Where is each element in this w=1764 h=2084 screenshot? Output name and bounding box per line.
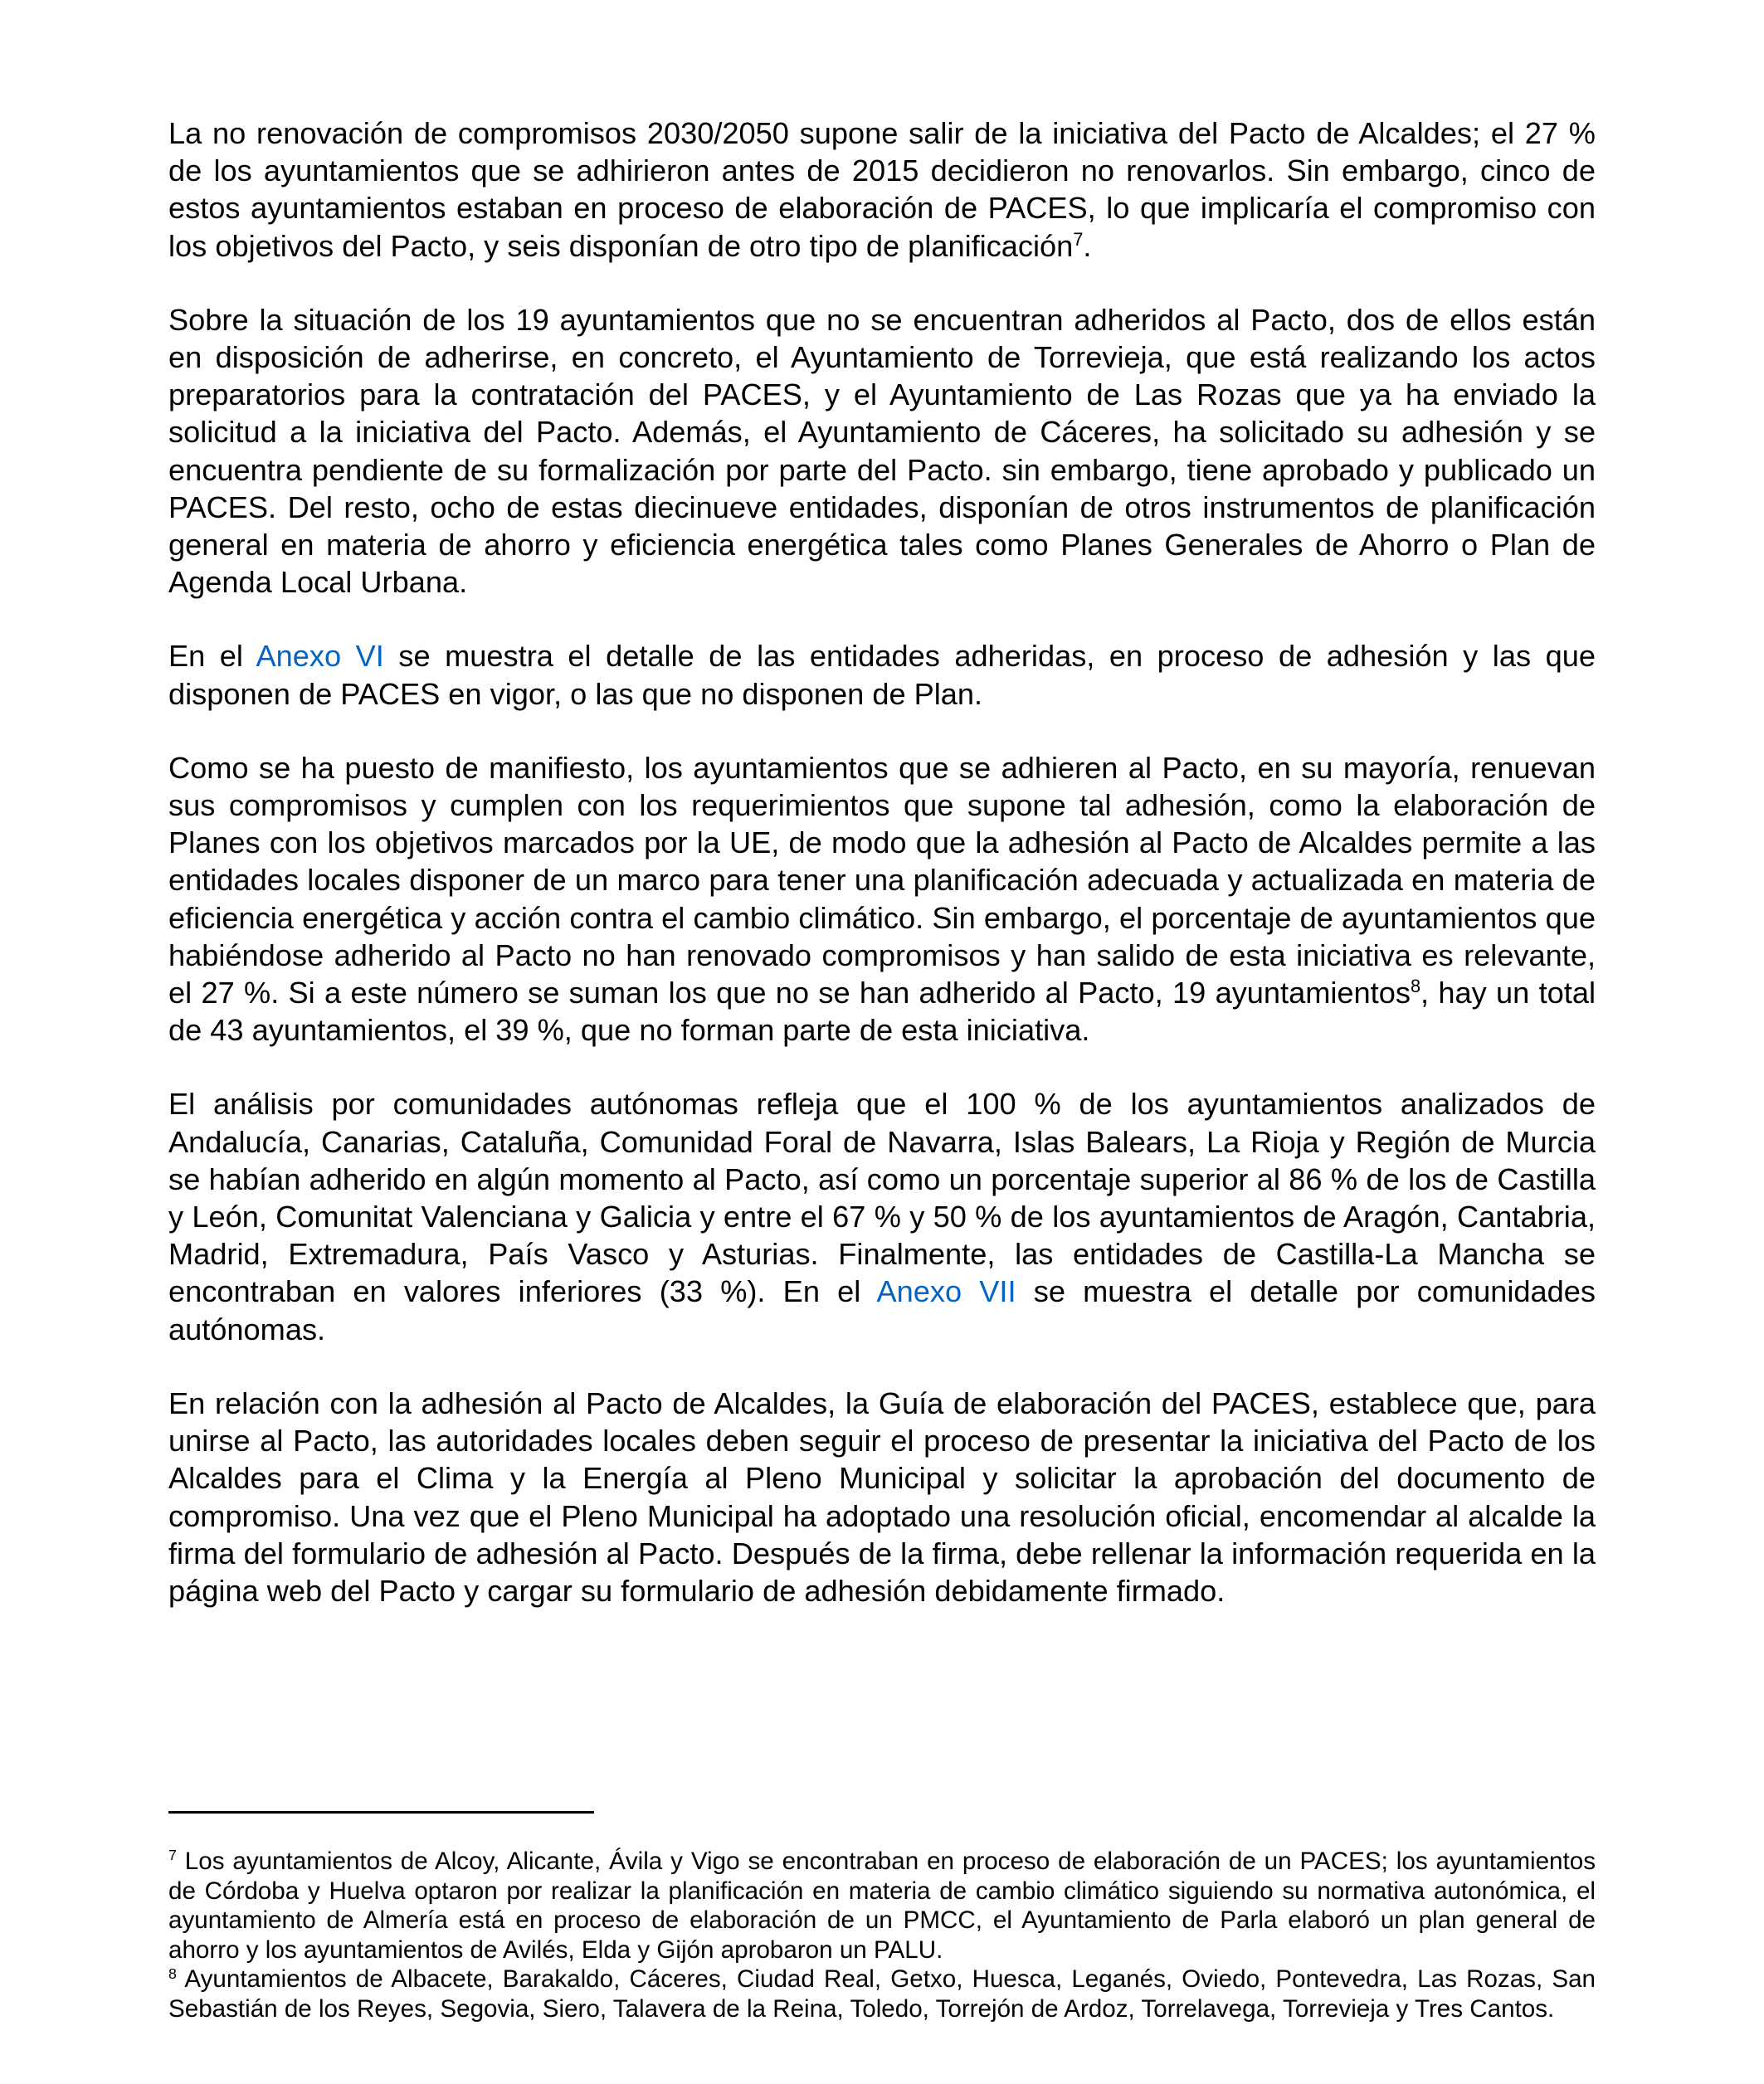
footnote-ref-8[interactable]: 8 bbox=[1410, 976, 1421, 996]
footnote-separator bbox=[168, 1811, 594, 1814]
footnote-text: Ayuntamientos de Albacete, Barakaldo, Cáceres, Ciudad Real, Getxo, Huesca, Leganés, Oviedo, Pontevedra, Las Rozas, San Sebastián de los Reyes, Segovia, Siero, Talavera de la Reina, Toledo, Torrejón de Ardoz, Torrelavega, Torrevieja y Tres Cantos. bbox=[168, 1965, 1596, 2023]
paragraph-text: La no renovación de compromisos 2030/2050 supone salir de la iniciativa del Pacto de Alcaldes; el 27 % de los ayuntamientos que se adhirieron antes de 2015 decidieron no renovarlos. Sin embargo, cinco de estos ayuntamientos estaban en proceso de elaboración de PACES, lo que implicaría el compromiso con los objetivos del Pacto, y seis disponían de otro tipo de planificación bbox=[168, 116, 1596, 263]
paragraph-text-end: se muestra el detalle por comunidades autónomas. bbox=[168, 1274, 1596, 1346]
footnote-8 bbox=[168, 1965, 1596, 2023]
paragraph-comunidades-autonomas bbox=[168, 1085, 1596, 1347]
footnote-number: 8 bbox=[168, 1965, 177, 1982]
footnote-number: 7 bbox=[168, 1847, 177, 1864]
paragraph-manifiesto bbox=[168, 749, 1596, 1049]
paragraph-text-end: . bbox=[1083, 228, 1092, 263]
footnote-ref-7[interactable]: 7 bbox=[1073, 228, 1084, 250]
paragraph-text: En relación con la adhesión al Pacto de Alcaldes, la Guía de elaboración del PACES, establece que, para unirse al Pacto, las autoridades locales deben seguir el proceso de presentar la iniciativa del Pacto de los Alcaldes para el Clima y la Energía al Pleno Municipal y solicitar la aprobación del documento de compromiso. Una vez que el Pleno Municipal ha adoptado una resolución oficial, encomendar al alcalde la firma del formulario de adhesión al Pacto. Después de la firma, debe rellenar la información requerida en la página web del Pacto y cargar su formulario de adhesión debidamente firmado. bbox=[168, 1385, 1596, 1608]
paragraph-text: Sobre la situación de los 19 ayuntamientos que no se encuentran adheridos al Pacto, dos de ellos están en disposición de adherirse, en concreto, el Ayuntamiento de Torrevieja, que está realizando los actos preparatorios para la contratación del PACES, y el Ayuntamiento de Las Rozas que ya ha enviado la solicitud a la iniciativa del Pacto. Además, el Ayuntamiento de Cáceres, ha solicitado su adhesión y se encuentra pendiente de su formalización por parte del Pacto. sin embargo, tiene aprobado y publicado un PACES. Del resto, ocho de estas diecinueve entidades, disponían de otros instrumentos de planificación general en materia de ahorro y eficiencia energética tales como Planes Generales de Ahorro o Plan de Agenda Local Urbana. bbox=[168, 302, 1596, 600]
paragraph-text-end: se muestra el detalle de las entidades adheridas, en proceso de adhesión y las que disponen de PACES en vigor, o las que no disponen de Plan. bbox=[168, 639, 1596, 711]
footnotes bbox=[168, 1847, 1596, 2024]
anexo-vi-link[interactable]: Anexo VI bbox=[256, 639, 384, 674]
paragraph-text: El análisis por comunidades autónomas refleja que el 100 % de los ayuntamientos analizados de Andalucía, Canarias, Cataluña, Comunidad Foral de Navarra, Islas Balears, La Rioja y Región de Murcia se habían adherido en algún momento al Pacto, así como un porcentaje superior al 86 % de los de Castilla y León, Comunitat Valenciana y Galicia y entre el 67 % y 50 % de los ayuntamientos de Aragón, Cantabria, Madrid, Extremadura, País Vasco y Asturias. Finalmente, las entidades de Castilla-La Mancha se encontraban en valores inferiores (33 %). En el bbox=[168, 1087, 1596, 1309]
footnote-7 bbox=[168, 1847, 1596, 1965]
paragraph-text: En el bbox=[168, 639, 256, 674]
paragraph-ayuntamientos-no-adheridos bbox=[168, 301, 1596, 601]
footnote-text: Los ayuntamientos de Alcoy, Alicante, Ávila y Vigo se encontraban en proceso de elaboración de un PACES; los ayuntamientos de Córdoba y Huelva optaron por realizar la planificación en materia de cambio climático siguiendo su normativa autonómica, el ayuntamiento de Almería está en proceso de elaboración de un PMCC, el Ayuntamiento de Parla elaboró un plan general de ahorro y los ayuntamientos de Avilés, Elda y Gijón aprobaron un PALU. bbox=[168, 1848, 1596, 1964]
document-body bbox=[168, 114, 1596, 1646]
paragraph-text: Como se ha puesto de manifiesto, los ayuntamientos que se adhieren al Pacto, en su mayoría, renuevan sus compromisos y cumplen con los requerimientos que supone tal adhesión, como la elaboración de Planes con los objetivos marcados por la UE, de modo que la adhesión al Pacto de Alcaldes permite a las entidades locales disponer de un marco para tener una planificación adecuada y actualizada en materia de eficiencia energética y acción contra el cambio climático. Sin embargo, el porcentaje de ayuntamientos que habiéndose adherido al Pacto no han renovado compromisos y han salido de esta iniciativa es relevante, el 27 %. Si a este número se suman los que no se han adherido al Pacto, 19 ayuntamientos bbox=[168, 750, 1596, 1010]
paragraph-guia-elaboracion bbox=[168, 1385, 1596, 1609]
paragraph-renovacion-compromisos bbox=[168, 114, 1596, 265]
anexo-vii-link[interactable]: Anexo VII bbox=[876, 1274, 1016, 1309]
paragraph-text-end: , hay un total de 43 ayuntamientos, el 39 %, que no forman parte de esta iniciativa. bbox=[168, 976, 1596, 1048]
paragraph-anexo-vi bbox=[168, 637, 1596, 712]
